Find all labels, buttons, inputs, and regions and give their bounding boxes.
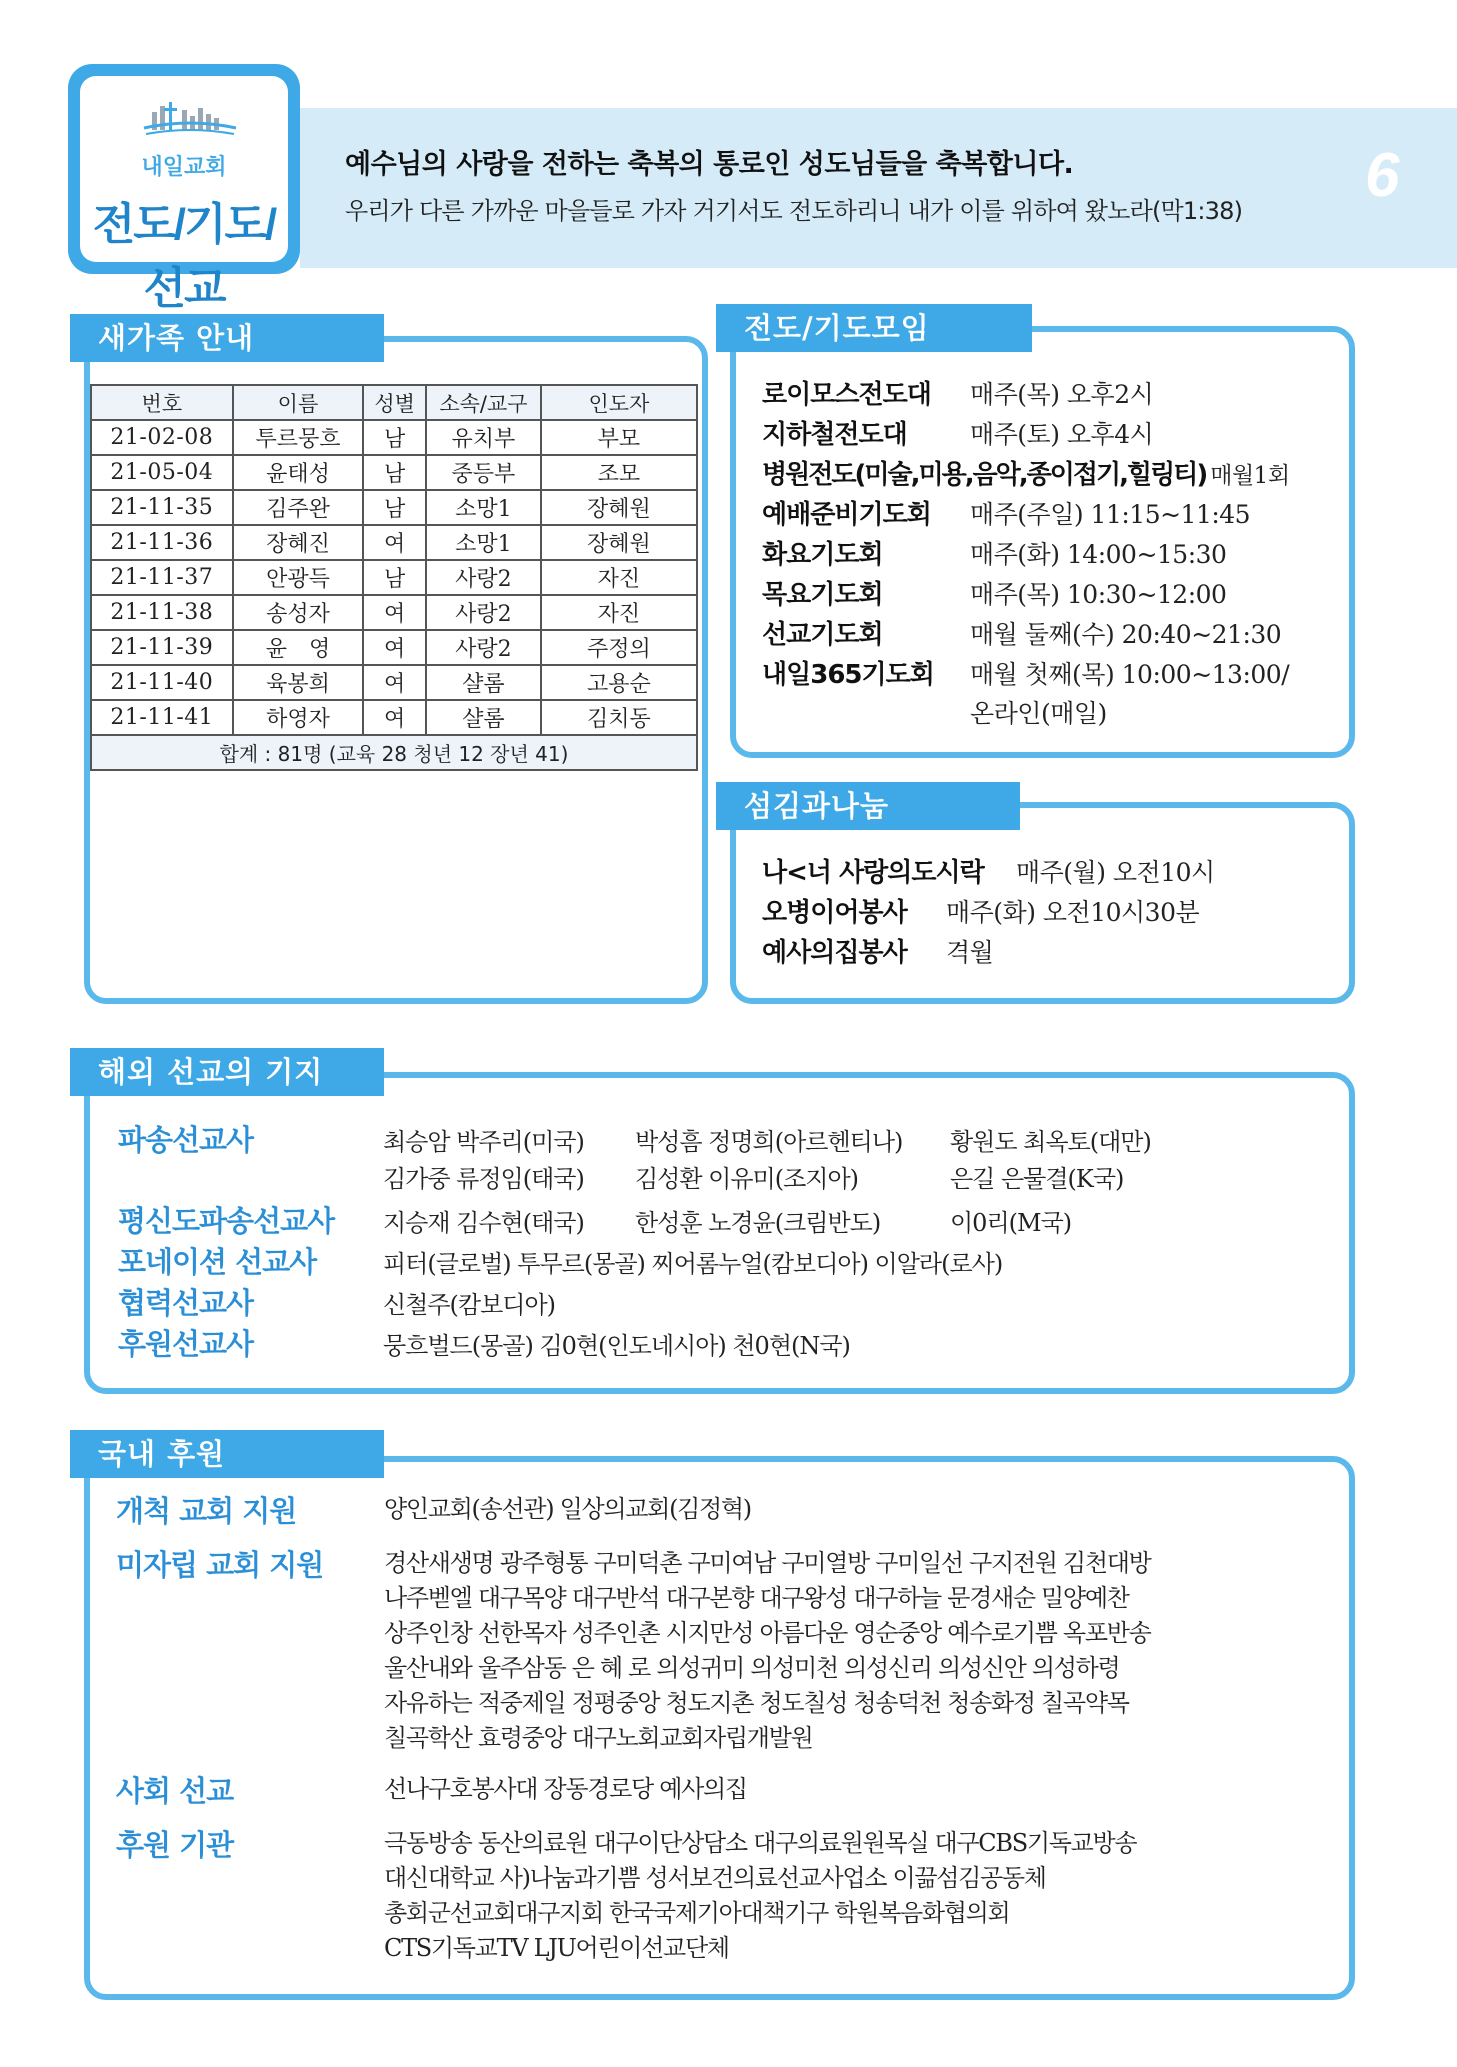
missionary-names xyxy=(383,1159,1150,1194)
support-row xyxy=(116,1826,1264,1966)
meeting-label: 선교기도회 xyxy=(762,620,883,650)
section-title: 전도/기도/선교 xyxy=(92,200,276,313)
support-line: 자유하는 적중제일 정평중앙 청도지촌 청도칠성 청송덕천 청송화정 칠곡약목 xyxy=(384,1689,1129,1717)
missionary-names xyxy=(383,1122,1150,1157)
support-line: 총회군선교회대구지회 한국국제기아대책기구 학원복음화협의회 xyxy=(384,1899,1010,1927)
missionary-name: 박성흠 정명희(아르헨티나) xyxy=(635,1128,903,1156)
header-text xyxy=(345,142,1242,226)
meeting-schedule: 온라인(매일) xyxy=(970,699,1107,728)
meeting-label: 내일365기도회 xyxy=(762,660,934,690)
sharing-list xyxy=(762,852,1215,972)
support-line: 나주벧엘 대구목양 대구반석 대구본향 대구왕성 대구하늘 문경새순 밀양예찬 xyxy=(384,1584,1129,1612)
support-line: 대신대학교 사)나눔과기쁨 성서보건의료선교사업소 이끎섬김공동체 xyxy=(384,1864,1046,1892)
table-row xyxy=(91,420,697,455)
meeting-schedule: 매주(목) 오후2시 xyxy=(970,380,1154,409)
badge-inner xyxy=(80,76,288,313)
section-badge xyxy=(68,64,300,313)
meetings-tag: 전도/기도모임 xyxy=(716,304,1032,352)
overseas-tag: 해외 선교의 기지 xyxy=(70,1048,384,1096)
missionary-name: 뭉흐벌드(몽골) 김0현(인도네시아) 천0현(N국) xyxy=(383,1332,850,1360)
table-cell: 안광득 xyxy=(233,560,364,595)
sharing-label: 나<너 사랑의도시락 xyxy=(762,858,984,888)
table-cell: 남 xyxy=(363,490,426,525)
table-cell: 중등부 xyxy=(426,455,541,490)
table-header-row xyxy=(91,385,697,420)
table-cell: 조모 xyxy=(541,455,697,490)
missionary-names xyxy=(383,1326,850,1361)
missionary-row xyxy=(118,1322,1150,1363)
meeting-item xyxy=(762,454,1290,494)
table-row xyxy=(91,560,697,595)
table-row xyxy=(91,665,697,700)
table-cell: 윤 영 xyxy=(233,630,364,665)
support-line: 극동방송 동산의료원 대구이단상담소 대구의료원원목실 대구CBS기독교방송 xyxy=(384,1829,1137,1857)
meeting-schedule: 매주(화) 14:00~15:30 xyxy=(970,540,1227,569)
table-total-row xyxy=(91,735,697,770)
missionary-row xyxy=(118,1199,1150,1240)
sharing-item xyxy=(762,852,1215,892)
scripture-verse: 우리가 다른 가까운 마을들로 가자 거기서도 전도하리니 내가 이를 위하여 왔노라(막1:38) xyxy=(345,197,1243,225)
table-cell: 사랑2 xyxy=(426,630,541,665)
table-cell: 자진 xyxy=(541,560,697,595)
sharing-item xyxy=(762,892,1215,932)
meeting-item xyxy=(762,574,1290,614)
table-cell: 김치동 xyxy=(541,700,697,735)
table-cell: 여 xyxy=(363,525,426,560)
meeting-label: 지하철전도대 xyxy=(762,420,907,450)
table-cell: 자진 xyxy=(541,595,697,630)
table-cell: 장혜진 xyxy=(233,525,364,560)
missionary-category: 파송선교사 xyxy=(118,1123,254,1157)
meeting-label: 화요기도회 xyxy=(762,540,883,570)
meeting-schedule: 매월1회 xyxy=(1210,463,1290,489)
support-category: 미자립 교회 지원 xyxy=(116,1548,324,1582)
meeting-schedule: 매월 첫째(목) 10:00~13:00/ xyxy=(970,660,1290,689)
column-header: 성별 xyxy=(363,385,426,420)
support-list xyxy=(384,1826,1264,1966)
missionary-category: 평신도파송선교사 xyxy=(118,1204,335,1238)
support-list xyxy=(384,1492,1264,1530)
meeting-item xyxy=(762,614,1290,654)
table-cell: 21-02-08 xyxy=(91,420,233,455)
table-row xyxy=(91,630,697,665)
table-cell: 장혜원 xyxy=(541,525,697,560)
new-family-tag: 새가족 안내 xyxy=(70,314,384,362)
meeting-item xyxy=(762,494,1290,534)
support-line: 상주인창 선한목자 성주인촌 시지만성 아름다운 영순중앙 예수로기쁨 옥포반송 xyxy=(384,1619,1151,1647)
table-cell: 21-11-39 xyxy=(91,630,233,665)
meeting-schedule: 매주(목) 10:30~12:00 xyxy=(970,580,1227,609)
headline: 예수님의 사랑을 전하는 축복의 통로인 성도님들을 축복합니다. xyxy=(345,149,1074,180)
missionary-name: 김성환 이유미(조지아) xyxy=(635,1165,859,1193)
table-cell: 주정의 xyxy=(541,630,697,665)
sharing-item xyxy=(762,932,1215,972)
support-line: 경산새생명 광주형통 구미덕촌 구미여남 구미열방 구미일선 구지전원 김천대방 xyxy=(384,1549,1151,1577)
table-cell: 여 xyxy=(363,700,426,735)
support-category: 개척 교회 지원 xyxy=(116,1494,297,1528)
missionary-name: 최승암 박주리(미국) xyxy=(383,1128,584,1156)
missionary-name: 황원도 최옥토(대만) xyxy=(950,1128,1151,1156)
missionary-row xyxy=(118,1281,1150,1322)
table-cell: 사랑2 xyxy=(426,595,541,630)
table-cell: 하영자 xyxy=(233,700,364,735)
table-body xyxy=(91,420,697,735)
meetings-list xyxy=(762,374,1290,734)
table-cell: 남 xyxy=(363,560,426,595)
missionary-names xyxy=(383,1203,1150,1238)
domestic-list xyxy=(116,1492,1264,1982)
table-row xyxy=(91,490,697,525)
support-line: 울산내와 울주삼동 은 혜 로 의성귀미 의성미천 의성신리 의성신안 의성하령 xyxy=(384,1654,1120,1682)
sharing-schedule: 매주(월) 오전10시 xyxy=(1016,858,1215,887)
missionary-row xyxy=(118,1159,1150,1199)
total-summary: 합계 : 81명 (교육 28 청년 12 장년 41) xyxy=(91,735,697,770)
support-category: 후원 기관 xyxy=(116,1828,234,1862)
table-cell: 샬롬 xyxy=(426,665,541,700)
table-cell: 21-11-36 xyxy=(91,525,233,560)
church-logo-icon xyxy=(142,98,238,138)
table-cell: 사랑2 xyxy=(426,560,541,595)
missionary-names xyxy=(383,1244,1002,1279)
missionary-name: 피터(글로벌) 투무르(몽골) 찌어롬누얼(캄보디아) 이알라(로사) xyxy=(383,1250,1003,1278)
meeting-schedule: 매월 둘째(수) 20:40~21:30 xyxy=(970,620,1282,649)
table-row xyxy=(91,455,697,490)
meeting-item xyxy=(762,654,1290,694)
sharing-label: 오병이어봉사 xyxy=(762,898,907,928)
table-cell: 21-11-35 xyxy=(91,490,233,525)
sharing-schedule: 격월 xyxy=(946,938,994,967)
page-number: 6 xyxy=(1365,141,1400,210)
support-category: 사회 선교 xyxy=(116,1774,234,1808)
missionary-names xyxy=(383,1285,555,1320)
meeting-label: 목요기도회 xyxy=(762,580,883,610)
table-cell: 남 xyxy=(363,420,426,455)
meeting-schedule: 매주(토) 오후4시 xyxy=(970,420,1154,449)
missionary-name: 은길 은물결(K국) xyxy=(950,1165,1124,1193)
meeting-label: 예배준비기도회 xyxy=(762,500,931,530)
meeting-item xyxy=(762,374,1290,414)
table-row xyxy=(91,595,697,630)
table-cell: 21-11-41 xyxy=(91,700,233,735)
support-row xyxy=(116,1772,1264,1810)
sharing-schedule: 매주(화) 오전10시30분 xyxy=(946,898,1200,927)
missionary-category: 후원선교사 xyxy=(118,1327,254,1361)
column-header: 이름 xyxy=(233,385,364,420)
table-cell: 21-11-38 xyxy=(91,595,233,630)
table-cell: 여 xyxy=(363,665,426,700)
table-cell: 21-11-40 xyxy=(91,665,233,700)
meeting-schedule: 매주(주일) 11:15~11:45 xyxy=(970,500,1251,529)
missionary-name: 한성훈 노경윤(크림반도) xyxy=(635,1209,881,1237)
missionary-category: 포네이션 선교사 xyxy=(118,1245,317,1279)
table-cell: 투르뭉흐 xyxy=(233,420,364,455)
overseas-list xyxy=(118,1118,1150,1363)
missionary-name: 신철주(캄보디아) xyxy=(383,1291,556,1319)
missionary-name: 김가중 류정임(태국) xyxy=(383,1165,584,1193)
new-family-table xyxy=(90,384,698,771)
table-cell: 유치부 xyxy=(426,420,541,455)
missionary-category: 협력선교사 xyxy=(118,1286,254,1320)
meeting-continuation xyxy=(762,694,1290,734)
table-cell: 장혜원 xyxy=(541,490,697,525)
table-cell: 육봉희 xyxy=(233,665,364,700)
table-cell: 고용순 xyxy=(541,665,697,700)
missionary-name: 이0리(M국) xyxy=(950,1209,1072,1237)
missionary-row xyxy=(118,1240,1150,1281)
support-line: CTS기독교TV LJU어린이선교단체 xyxy=(384,1934,729,1962)
table-cell: 윤태성 xyxy=(233,455,364,490)
table-cell: 샬롬 xyxy=(426,700,541,735)
domestic-tag: 국내 후원 xyxy=(70,1430,384,1478)
table-cell: 21-11-37 xyxy=(91,560,233,595)
table-cell: 부모 xyxy=(541,420,697,455)
support-row xyxy=(116,1546,1264,1756)
column-header: 소속/교구 xyxy=(426,385,541,420)
support-list xyxy=(384,1772,1264,1810)
support-line: 칠곡학산 효령중앙 대구노회교회자립개발원 xyxy=(384,1724,813,1752)
sharing-label: 예사의집봉사 xyxy=(762,938,907,968)
column-header: 번호 xyxy=(91,385,233,420)
church-name: 내일교회 xyxy=(141,155,227,180)
table-cell: 소망1 xyxy=(426,490,541,525)
support-list xyxy=(384,1546,1264,1756)
support-line: 양인교회(송선관) 일상의교회(김정혁) xyxy=(384,1495,751,1523)
table-cell: 소망1 xyxy=(426,525,541,560)
missionary-row xyxy=(118,1118,1150,1159)
sharing-tag: 섬김과나눔 xyxy=(716,782,1020,830)
table-cell: 여 xyxy=(363,630,426,665)
meeting-label: 병원전도(미술,미용,음악,종이접기,힐링티) xyxy=(762,460,1207,490)
support-line: 선나구호봉사대 장동경로당 예사의집 xyxy=(384,1775,747,1803)
table-row xyxy=(91,525,697,560)
table-cell: 여 xyxy=(363,595,426,630)
table-cell: 남 xyxy=(363,455,426,490)
table-cell: 송성자 xyxy=(233,595,364,630)
meeting-item xyxy=(762,414,1290,454)
meeting-label: 로이모스전도대 xyxy=(762,380,931,410)
table-row xyxy=(91,700,697,735)
table-cell: 21-05-04 xyxy=(91,455,233,490)
column-header: 인도자 xyxy=(541,385,697,420)
table-cell: 김주완 xyxy=(233,490,364,525)
support-row xyxy=(116,1492,1264,1530)
missionary-name: 지승재 김수현(태국) xyxy=(383,1209,584,1237)
meeting-item xyxy=(762,534,1290,574)
